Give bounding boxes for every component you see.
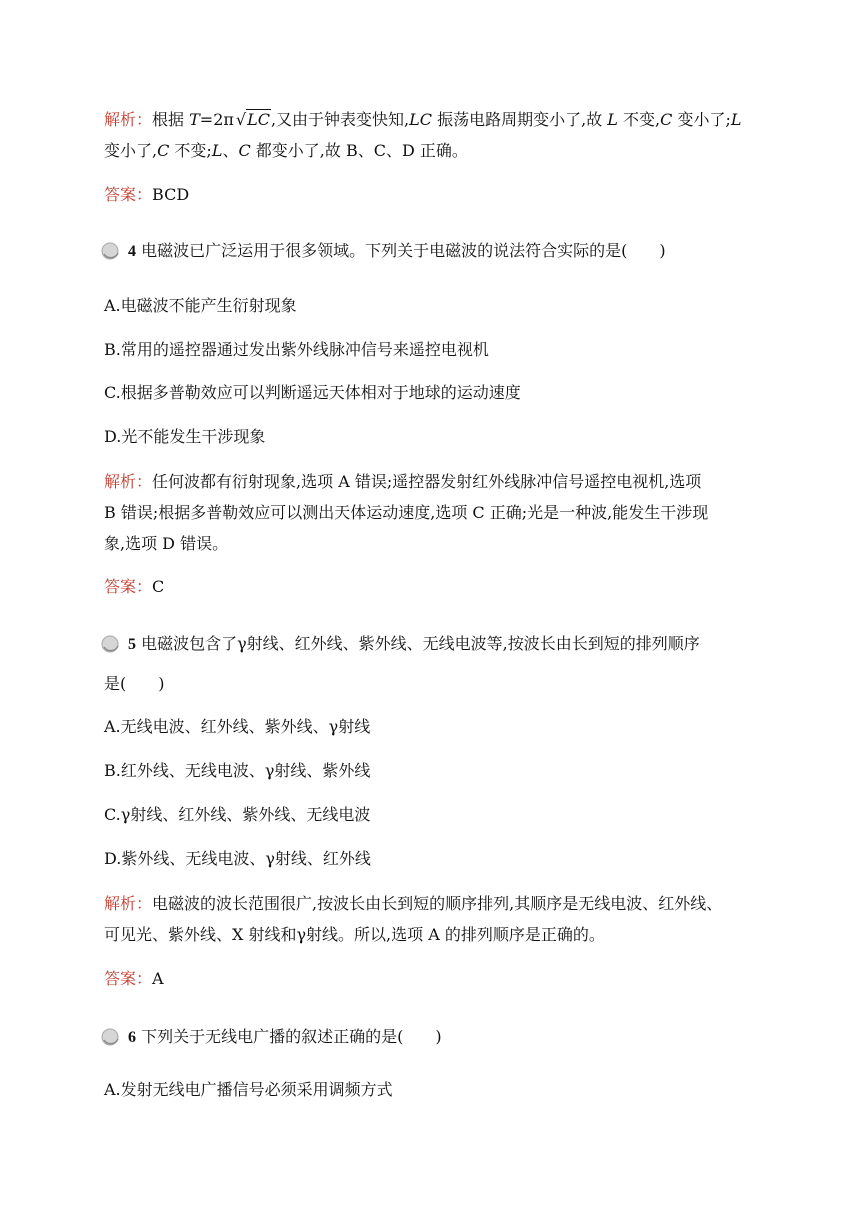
- question-5: [104, 625, 764, 664]
- analysis-label: 解析：: [104, 472, 153, 491]
- analysis-line: 解析：根据 T=2π √LC,又由于钟表变快知,LC 振荡电路周期变小了,故 L 不变,C 变小了;L: [104, 104, 764, 135]
- option-c: C.根据多普勒效应可以判断遥远天体相对于地球的运动速度: [104, 383, 521, 402]
- analysis-label: 解析：: [104, 894, 153, 913]
- answer-block-5: [104, 963, 764, 994]
- question-number: 6: [128, 1029, 136, 1046]
- question-stem: 电磁波包含了γ射线、红外线、紫外线、无线电波等,按波长由长到短的排列顺序: [136, 634, 700, 653]
- question-bullet-icon: [101, 1028, 121, 1046]
- answer-block-4: [104, 571, 764, 602]
- option-b: B.常用的遥控器通过发出紫外线脉冲信号来遥控电视机: [104, 340, 489, 359]
- analysis-label: 解析：: [104, 110, 153, 129]
- question-number: 5: [128, 636, 136, 653]
- option-d: D.光不能发生干涉现象: [104, 427, 266, 446]
- answer-value: C: [152, 577, 165, 596]
- question-4: [104, 232, 764, 271]
- answer-value: A: [152, 969, 164, 988]
- answer-label: 答案：: [104, 577, 153, 596]
- question-stem: 电磁波已广泛运用于很多领域。下列关于电磁波的说法符合实际的是( ): [136, 241, 666, 260]
- option-c: C.γ射线、红外线、紫外线、无线电波: [104, 805, 371, 824]
- option-b: B.红外线、无线电波、γ射线、紫外线: [104, 761, 371, 780]
- analysis-block-5: 解析：电磁波的波长范围很广,按波长由长到短的顺序排列,其顺序是无线电波、红外线、 可见光、紫外线、X 射线和γ射线。所以,选项 A 的排列顺序是正确的。: [104, 894, 723, 944]
- answer-label: 答案：: [104, 185, 153, 204]
- option-a: A.电磁波不能产生衍射现象: [104, 296, 297, 315]
- question-bullet-icon: [101, 635, 121, 653]
- analysis-block-3: [104, 104, 764, 166]
- question-6: [104, 1018, 764, 1057]
- analysis-block-4: 解析：任何波都有衍射现象,选项 A 错误;遥控器发射红外线脉冲信号遥控电视机,选项 B 错误;根据多普勒效应可以测出天体运动速度,选项 C 正确;光是一种波,能发生干涉现 象,选项 D 错误。: [104, 472, 709, 553]
- question-number: 4: [128, 243, 136, 260]
- question-stem-continued: 是( ): [104, 674, 165, 693]
- question-stem: 下列关于无线电广播的叙述正确的是( ): [136, 1027, 442, 1046]
- option-a: A.发射无线电广播信号必须采用调频方式: [104, 1080, 393, 1099]
- analysis-line: 变小了,C 不变;L、C 都变小了,故 B、C、D 正确。: [104, 141, 468, 160]
- answer-value: BCD: [152, 185, 190, 204]
- option-a: A.无线电波、红外线、紫外线、γ射线: [104, 717, 371, 736]
- answer-label: 答案：: [104, 969, 153, 988]
- sqrt-formula: √LC: [235, 110, 270, 129]
- question-bullet-icon: [101, 242, 121, 260]
- option-d: D.紫外线、无线电波、γ射线、红外线: [104, 849, 371, 868]
- answer-block-3: [104, 179, 764, 210]
